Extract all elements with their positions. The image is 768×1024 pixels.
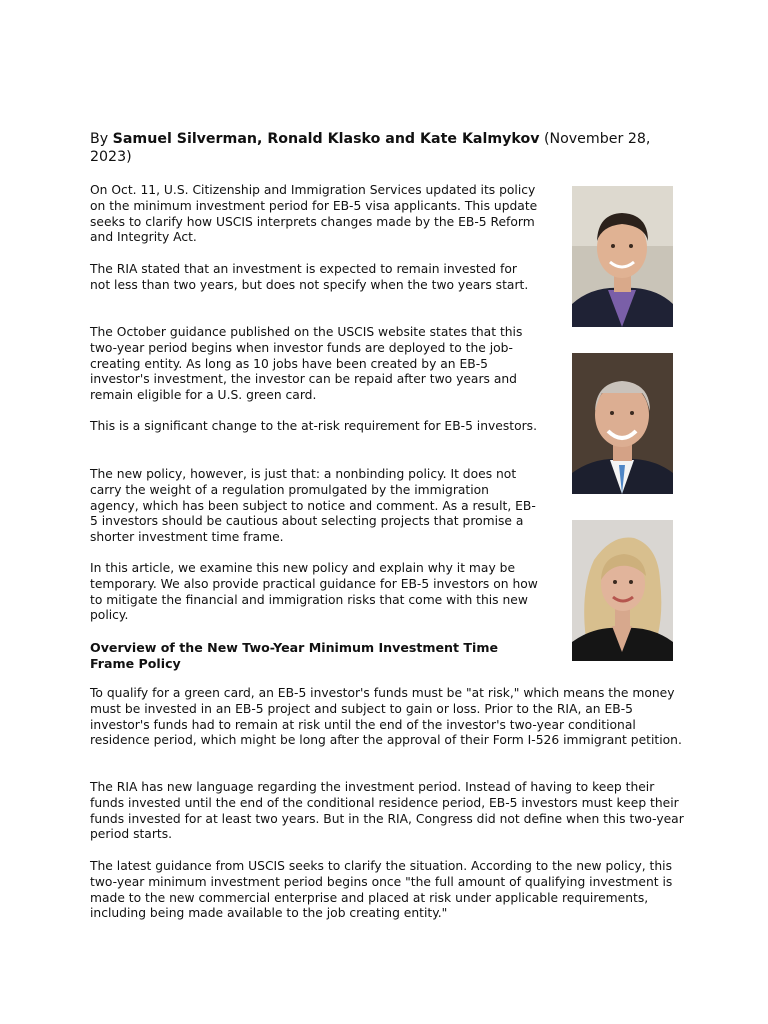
paragraph-5: The new policy, however, is just that: a nonbinding policy. It does not carry the weight of a regulation promulgated by the immigration agency, which has been subject to notice and comment. As a result, EB-5 investors should be cautious about selecting projects that promise a shorter investment time frame. [90, 467, 536, 545]
section-paragraph-1: To qualify for a green card, an EB-5 investor's funds must be "at risk," which means the money must be invested in an EB-5 project and subject to gain or loss. Prior to the RIA, an EB-5 investor's funds had to remain at risk until the end of the investor's two-year conditional residence period, which might be long after the approval of their Form I-526 immigrant petition. [90, 686, 682, 748]
paragraph-1: On Oct. 11, U.S. Citizenship and Immigration Services updated its policy on the minimum investment period for EB-5 visa applicants. This update seeks to clarify how USCIS interprets changes made by the EB-5 Reform and Integrity Act. [90, 183, 538, 245]
section-paragraph-3: The latest guidance from USCIS seeks to clarify the situation. According to the new policy, this two-year minimum investment period begins once "the full amount of qualifying investment is made to the new commercial enterprise and placed at risk under applicable requirements, including being made available to the job creating entity." [90, 859, 673, 921]
paragraph-3: The October guidance published on the USCIS website states that this two-year period begins when investor funds are deployed to the job-creating entity. As long as 10 jobs have been created by an EB-5 investor's investment, the investor can be repaid after two years and remain eligible for a U.S. green card. [90, 325, 523, 403]
paragraph-4: This is a significant change to the at-risk requirement for EB-5 investors. [90, 419, 537, 433]
author-photo-klasko [572, 353, 673, 494]
section-paragraph-2: The RIA has new language regarding the investment period. Instead of having to keep their funds invested until the end of the conditional residence period, EB-5 investors must keep their funds invested for at least two years. But in the RIA, Congress did not define when this two-year period starts. [90, 780, 684, 842]
paragraph-6: In this article, we examine this new policy and explain why it may be temporary. We also provide practical guidance for EB-5 investors on how to mitigate the financial and immigration risks that come with this new policy. [90, 561, 538, 623]
author-photo-silverman [572, 186, 673, 327]
byline-authors: Samuel Silverman, Ronald Klasko and Kate Kalmykov [112, 131, 540, 147]
paragraph-2: The RIA stated that an investment is expected to remain invested for not less than two years, but does not specify when the two years start. [90, 262, 529, 292]
byline-prefix: By [90, 131, 113, 147]
byline-date: (November 28, 2023) [90, 131, 651, 165]
author-photo-kalmykov [572, 520, 673, 661]
section-heading: Overview of the New Two-Year Minimum Investment Time Frame Policy [90, 640, 498, 671]
byline [90, 130, 670, 166]
